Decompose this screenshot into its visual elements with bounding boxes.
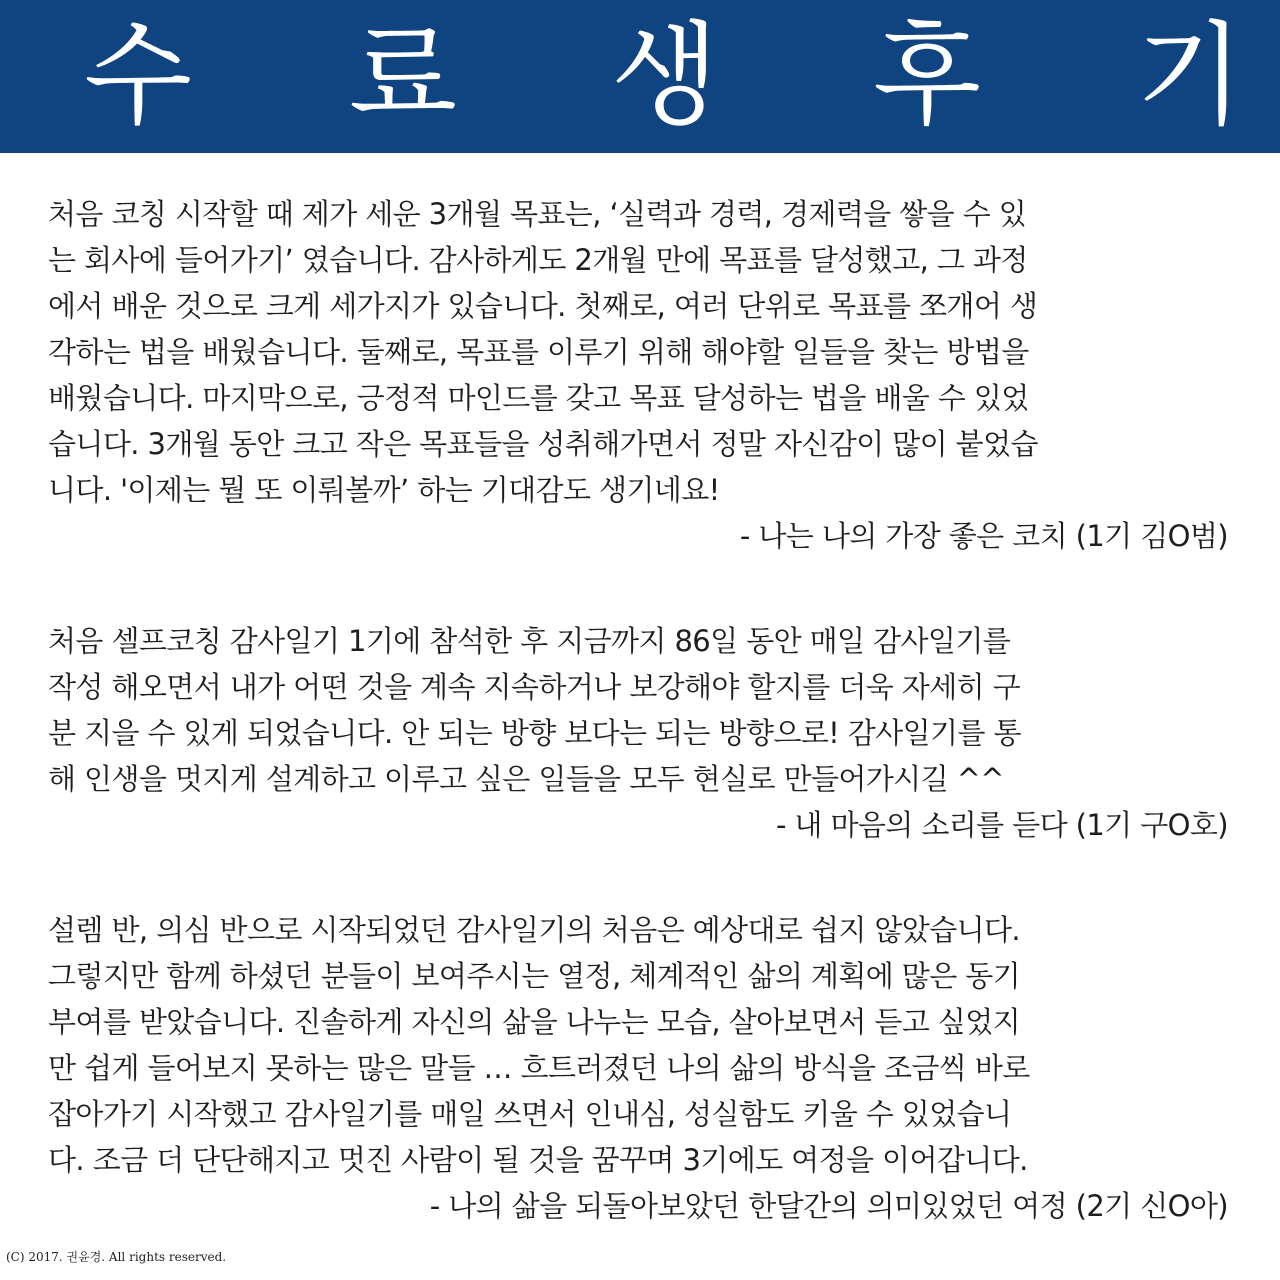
testimonial-1-signature: - 나는 나의 가장 좋은 코치 (1기 김O범) [739,519,1228,553]
testimonial-1 [48,191,1238,559]
testimonial-2 [48,618,1238,848]
testimonial-2-line: 작성 해오면서 내가 어떤 것을 계속 지속하거나 보강해야 할지를 더욱 자세히 구 [48,670,1021,704]
testimonial-1-line: 니다. '이제는 뭘 또 이뤄볼까’ 하는 기대감도 생기네요! [48,473,720,507]
title-char-2: 료 [348,11,458,141]
title-char-5: 기 [1135,11,1245,141]
title-char-4: 후 [872,11,982,141]
testimonial-2-line: 분 지을 수 있게 되었습니다. 안 되는 방향 보다는 되는 방향으로! 감사일기를 통 [48,716,1021,750]
testimonial-3-line: 부여를 받았습니다. 진솔하게 자신의 삶을 나누는 모습, 살아보면서 듣고 싶었지 [48,1005,1021,1039]
testimonial-3-line: 그렇지만 함께 하셨던 분들이 보여주시는 열정, 체계적인 삶의 계획에 많은 동기 [48,959,1021,993]
testimonial-3 [48,907,1238,1229]
testimonial-3-line: 다. 조금 더 단단해지고 멋진 사람이 될 것을 꿈꾸며 3기에도 여정을 이어갑니다. [48,1143,1028,1177]
testimonial-1-line: 각하는 법을 배웠습니다. 둘째로, 목표를 이루기 위해 해야할 일들을 찾는 방법을 [48,335,1029,369]
testimonial-3-line: 만 쉽게 들어보지 못하는 많은 말들 … 흐트러졌던 나의 삶의 방식을 조금씩 바로 [48,1051,1030,1085]
testimonial-3-line: 설렘 반, 의심 반으로 시작되었던 감사일기의 처음은 예상대로 쉽지 않았습니다. [48,913,1021,947]
testimonial-3-signature: - 나의 삶을 되돌아보았던 한달간의 의미있었던 여정 (2기 신O아) [429,1189,1228,1223]
testimonial-1-line: 배웠습니다. 마지막으로, 긍정적 마인드를 갖고 목표 달성하는 법을 배울 수 있었 [48,381,1029,415]
testimonial-1-line: 처음 코칭 시작할 때 제가 세운 3개월 목표는, ‘실력과 경력, 경제력을 쌓을 수 있 [48,197,1027,231]
testimonial-2-line: 해 인생을 멋지게 설계하고 이루고 싶은 일들을 모두 현실로 만들어가시길 ^^ [48,762,1005,796]
copyright-notice: (C) 2017. 권윤경. All rights reserved. [6,1250,227,1264]
testimonial-1-line: 는 회사에 들어가기’ 였습니다. 감사하게도 2개월 만에 목표를 달성했고, 그 과정 [48,243,1028,277]
title-char-1: 수 [83,11,193,141]
testimonial-3-line: 잡아가기 시작했고 감사일기를 매일 쓰면서 인내심, 성실함도 키울 수 있었습니 [48,1097,1012,1131]
title-banner [0,0,1280,153]
testimonial-1-line: 습니다. 3개월 동안 크고 작은 목표들을 성취해가면서 정말 자신감이 많이 붙었습 [48,427,1038,461]
testimonial-2-line: 처음 셀프코칭 감사일기 1기에 참석한 후 지금까지 86일 동안 매일 감사일기를 [48,624,1011,658]
title-char-3: 생 [610,11,720,141]
testimonial-2-signature: - 내 마음의 소리를 듣다 (1기 구O호) [775,808,1228,842]
testimonial-1-line: 에서 배운 것으로 크게 세가지가 있습니다. 첫째로, 여러 단위로 목표를 쪼개어 생 [48,289,1038,323]
